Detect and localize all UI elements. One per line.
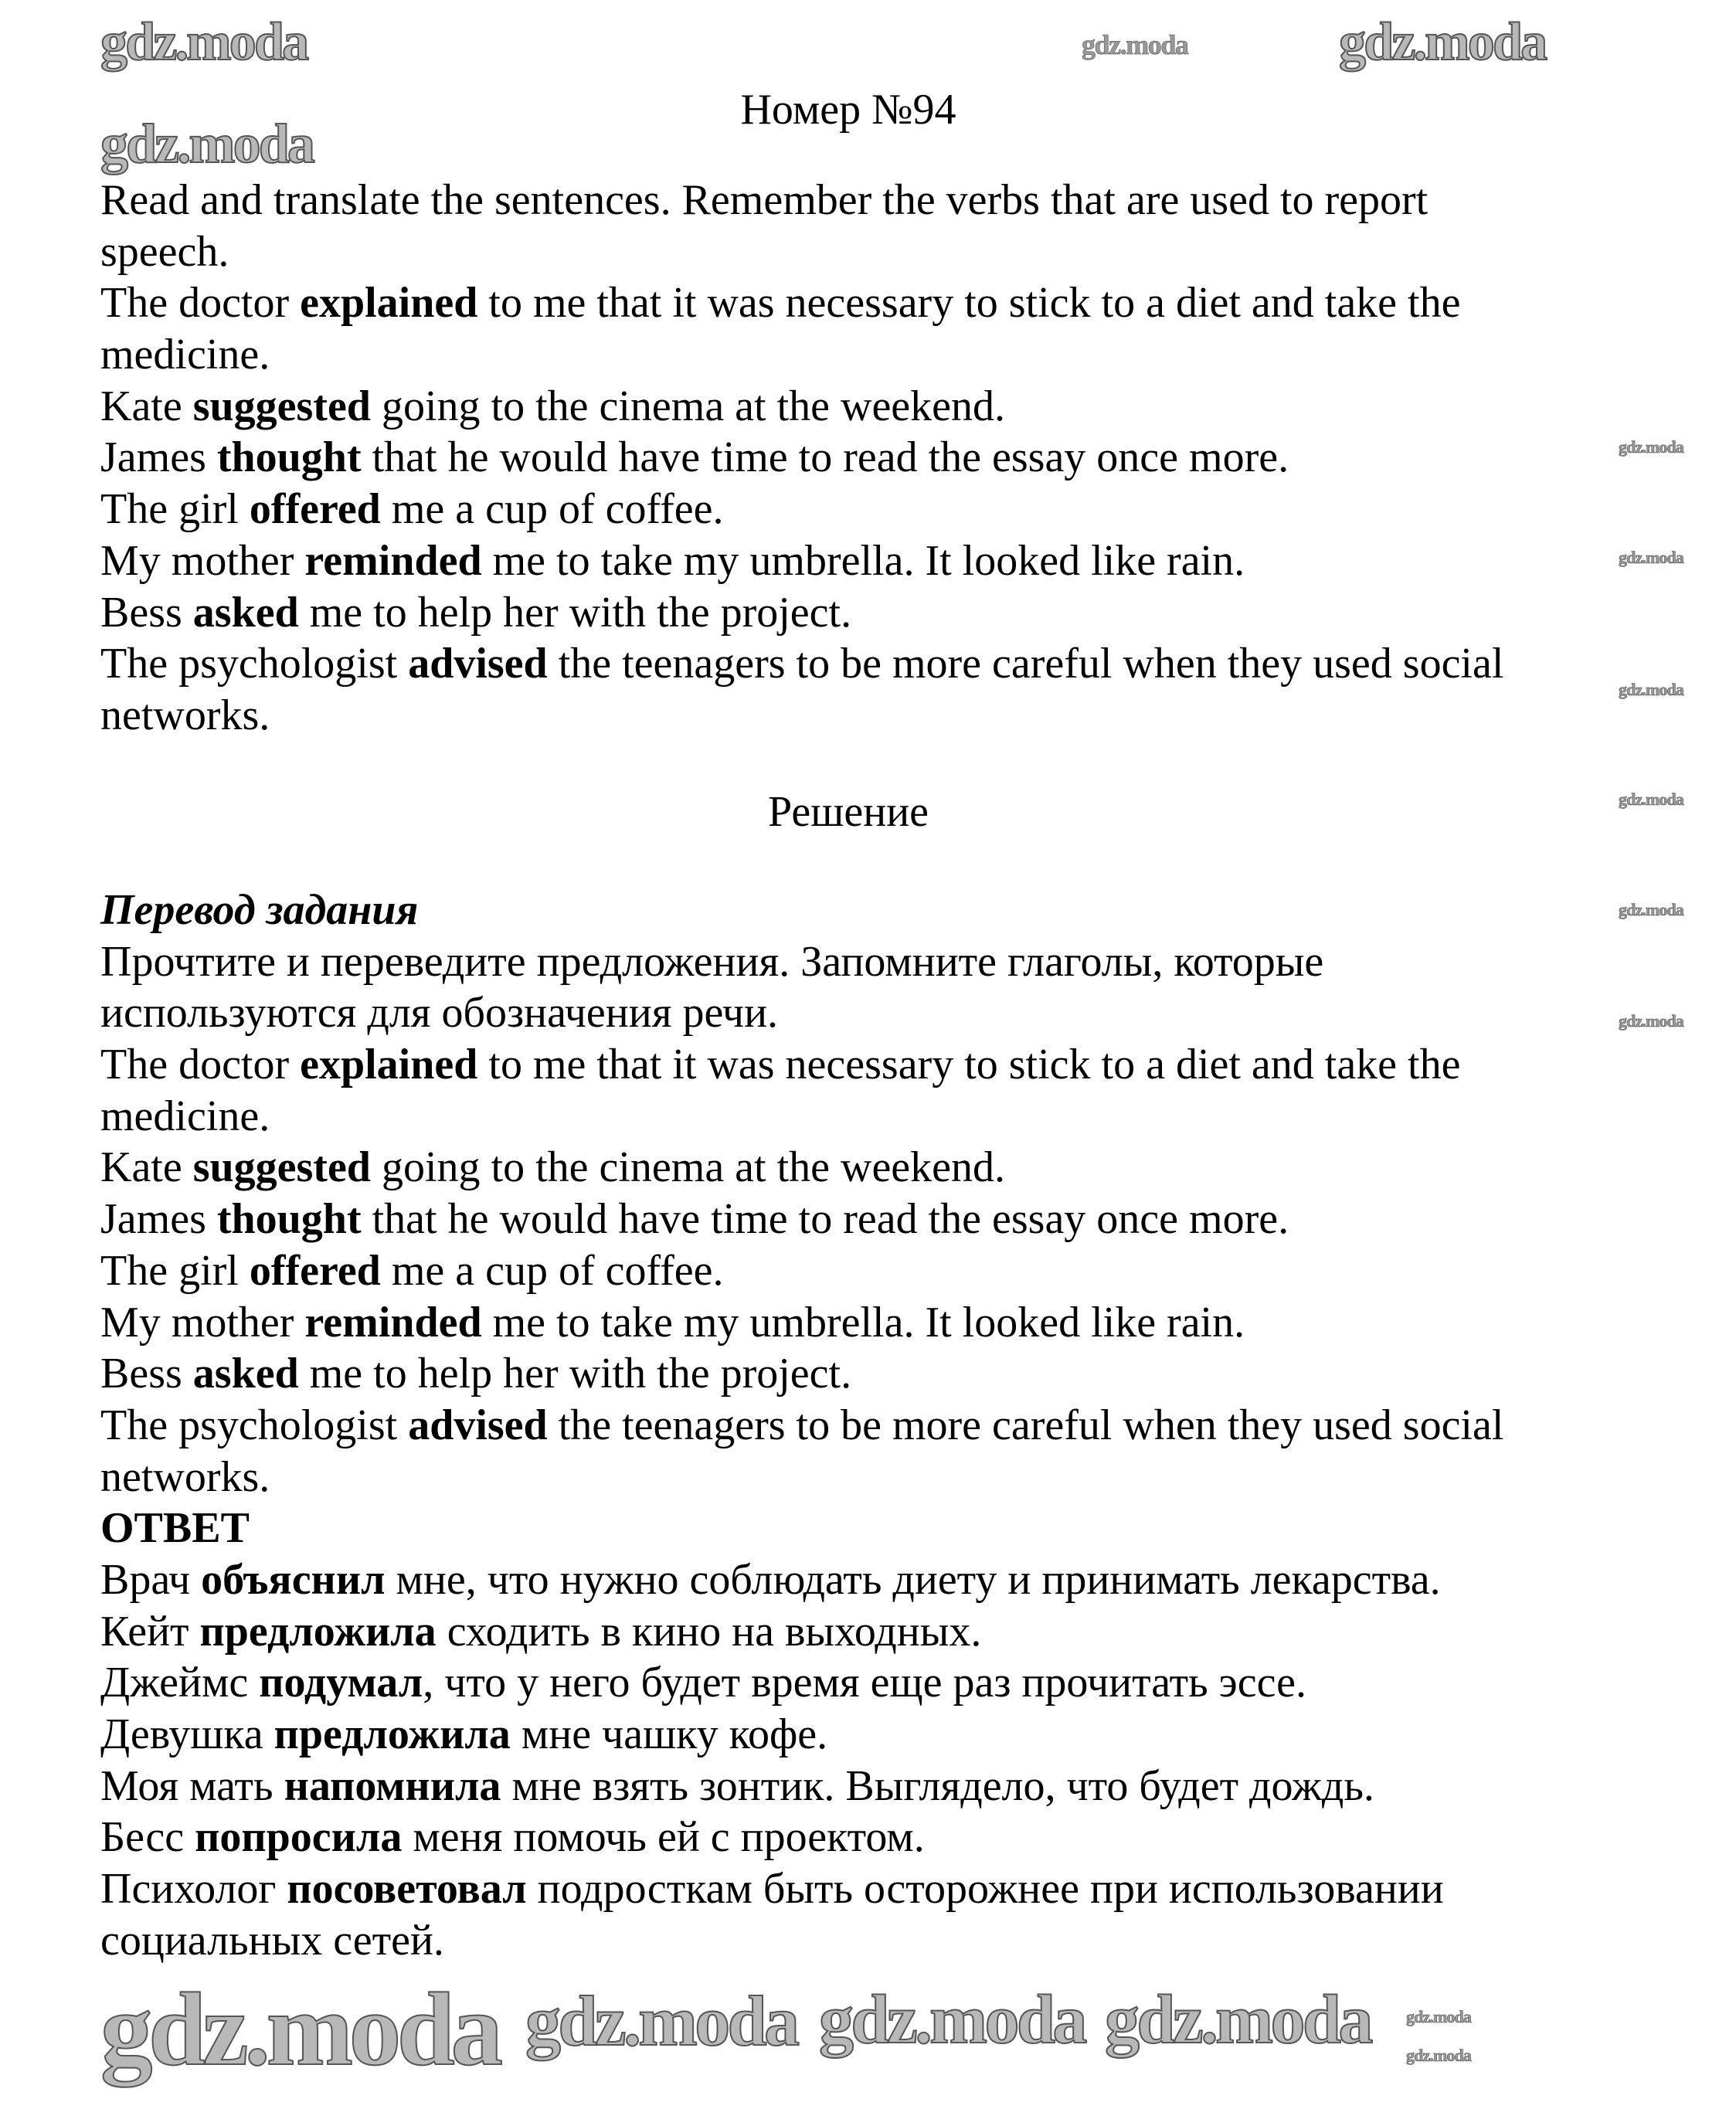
text-segment: Kate — [100, 1143, 193, 1192]
text-line — [100, 1915, 444, 1967]
bold-text: reminded — [304, 536, 482, 585]
text-segment: мне взять зонтик. Выглядело, что будет дождь. — [501, 1761, 1374, 1810]
text-line — [100, 535, 1245, 587]
text-segment: speech. — [100, 227, 229, 276]
bold-text: reminded — [304, 1298, 482, 1347]
text-line — [100, 329, 270, 381]
text-line — [100, 1194, 1289, 1245]
text-segment: , что у него будет время еще раз прочитать эссе. — [423, 1659, 1306, 1707]
text-segment: me a cup of coffee. — [380, 1246, 724, 1295]
watermark-logo: gdz.moda — [819, 1982, 1085, 2058]
solution-text — [100, 885, 1503, 1966]
text-segment: используются для обозначения речи. — [100, 989, 779, 1038]
bold-text: посоветовал — [287, 1865, 527, 1914]
watermark-logo: gdz.moda — [1619, 1011, 1684, 1031]
text-segment: Bess — [100, 588, 193, 637]
text-segment: me to help her with the project. — [298, 1350, 852, 1398]
text-line — [100, 175, 1428, 226]
text-line — [100, 1863, 1444, 1915]
text-line — [100, 1812, 925, 1863]
bold-text: попросила — [195, 1813, 403, 1862]
text-line — [100, 226, 229, 278]
bold-text: ОТВЕТ — [100, 1504, 250, 1553]
text-segment: Bess — [100, 1350, 193, 1398]
watermark-logo: gdz.moda — [1619, 437, 1684, 457]
watermark-logo: gdz.moda — [1339, 12, 1546, 72]
text-line — [100, 1554, 1441, 1606]
text-line — [100, 1452, 270, 1503]
text-segment: medicine. — [100, 331, 270, 379]
text-segment: The doctor — [100, 279, 301, 328]
text-segment: My mother — [100, 536, 305, 585]
bold-text: suggested — [192, 382, 371, 430]
text-line — [100, 1297, 1245, 1349]
text-line — [100, 381, 1005, 433]
text-line — [100, 1091, 270, 1143]
text-segment: Врач — [100, 1555, 202, 1604]
text-segment: going to the cinema at the weekend. — [370, 382, 1006, 430]
watermark-logo: gdz.moda — [1619, 900, 1684, 919]
text-segment: социальных сетей. — [100, 1916, 444, 1965]
text-segment: me a cup of coffee. — [380, 485, 724, 534]
bold-text: Перевод задания — [100, 886, 419, 934]
bold-text: asked — [192, 588, 299, 637]
text-segment: networks. — [100, 691, 270, 739]
bold-text: offered — [249, 485, 381, 534]
text-segment: Психолог — [100, 1865, 287, 1914]
text-segment: The girl — [100, 485, 250, 534]
text-segment: The girl — [100, 1246, 250, 1295]
watermark-logo: gdz.moda — [1619, 790, 1684, 809]
text-segment: that he would have time to read the essay once more. — [361, 433, 1289, 482]
page-title: Номер №94 — [740, 86, 956, 134]
text-line — [100, 1606, 981, 1658]
text-line — [100, 1348, 851, 1400]
text-line — [100, 987, 778, 1039]
text-line — [100, 277, 1460, 329]
text-line — [100, 1245, 723, 1297]
text-segment: мне, что нужно соблюдать диету и принимать лекарства. — [385, 1555, 1441, 1604]
task-text — [100, 175, 1503, 742]
watermark-logo: gdz.moda — [525, 1982, 797, 2060]
bold-text: предложила — [199, 1607, 437, 1656]
text-segment: Kate — [100, 382, 193, 430]
text-segment: the teenagers to be more careful when they used social — [547, 640, 1504, 688]
text-segment: Джеймс — [100, 1659, 260, 1707]
text-segment: that he would have time to read the essay once more. — [361, 1195, 1289, 1244]
bold-text: suggested — [192, 1143, 371, 1192]
text-segment: networks. — [100, 1452, 270, 1501]
text-segment: me to help her with the project. — [298, 588, 852, 637]
watermark-logo: gdz.moda — [100, 12, 307, 72]
bold-text: объяснил — [201, 1555, 386, 1604]
text-segment: going to the cinema at the weekend. — [370, 1143, 1006, 1192]
text-segment: Кейт — [100, 1607, 200, 1656]
text-line — [100, 432, 1289, 484]
bold-text: explained — [300, 279, 478, 328]
text-segment: me to take my umbrella. It looked like rain. — [481, 1298, 1245, 1347]
bold-text: предложила — [273, 1710, 511, 1758]
watermark-logo: gdz.moda — [100, 1972, 499, 2087]
watermark-logo: gdz.moda — [100, 113, 313, 175]
text-line — [100, 690, 270, 742]
text-line — [100, 1709, 827, 1761]
text-segment: The psychologist — [100, 640, 409, 688]
text-segment: мне чашку кофе. — [510, 1710, 828, 1758]
bold-text: offered — [249, 1246, 381, 1295]
text-segment: My mother — [100, 1298, 305, 1347]
text-line — [100, 484, 723, 535]
bold-text: thought — [216, 1195, 362, 1244]
text-line — [100, 885, 418, 936]
text-line — [100, 1400, 1503, 1452]
text-line — [100, 1657, 1306, 1709]
text-line — [100, 587, 851, 639]
bold-text: explained — [300, 1041, 478, 1089]
text-segment: the teenagers to be more careful when they used social — [547, 1401, 1504, 1449]
bold-text: подумал — [259, 1659, 423, 1707]
bold-text: asked — [192, 1350, 299, 1398]
text-segment: medicine. — [100, 1092, 270, 1140]
watermark-logo: gdz.moda — [1105, 1982, 1371, 2058]
watermark-logo: gdz.moda — [1406, 2007, 1472, 2026]
text-segment: Прочтите и переведите предложения. Запомните глаголы, которые — [100, 937, 1324, 986]
text-segment: меня помочь ей с проектом. — [402, 1813, 925, 1862]
bold-text: advised — [408, 640, 548, 688]
text-line — [100, 1142, 1005, 1194]
bold-text: thought — [216, 433, 362, 482]
watermark-logo: gdz.moda — [1619, 548, 1684, 567]
watermark-logo: gdz.moda — [1619, 680, 1684, 699]
text-segment: подросткам быть осторожнее при использовании — [526, 1865, 1444, 1914]
text-line — [100, 1761, 1374, 1812]
bold-text: advised — [408, 1401, 548, 1449]
text-segment: Read and translate the sentences. Remember the verbs that are used to report — [100, 176, 1429, 224]
text-segment: Девушка — [100, 1710, 274, 1758]
text-segment: to me that it was necessary to stick to a diet and take the — [477, 279, 1461, 328]
text-segment: James — [100, 1195, 217, 1244]
text-segment: me to take my umbrella. It looked like rain. — [481, 536, 1245, 585]
text-segment: James — [100, 433, 217, 482]
text-line — [100, 638, 1503, 690]
watermark-logo: gdz.moda — [1082, 29, 1188, 60]
text-segment: Бесс — [100, 1813, 195, 1862]
text-segment: to me that it was necessary to stick to a diet and take the — [477, 1041, 1461, 1089]
text-segment: сходить в кино на выходных. — [436, 1607, 982, 1656]
text-segment: Моя мать — [100, 1761, 284, 1810]
text-line — [100, 936, 1323, 988]
bold-text: напомнила — [284, 1761, 501, 1810]
solution-heading: Решение — [767, 788, 929, 836]
watermark-logo: gdz.moda — [1406, 2046, 1472, 2065]
text-segment: The psychologist — [100, 1401, 409, 1449]
text-line — [100, 1039, 1460, 1091]
text-segment: The doctor — [100, 1041, 301, 1089]
text-line — [100, 1503, 250, 1554]
